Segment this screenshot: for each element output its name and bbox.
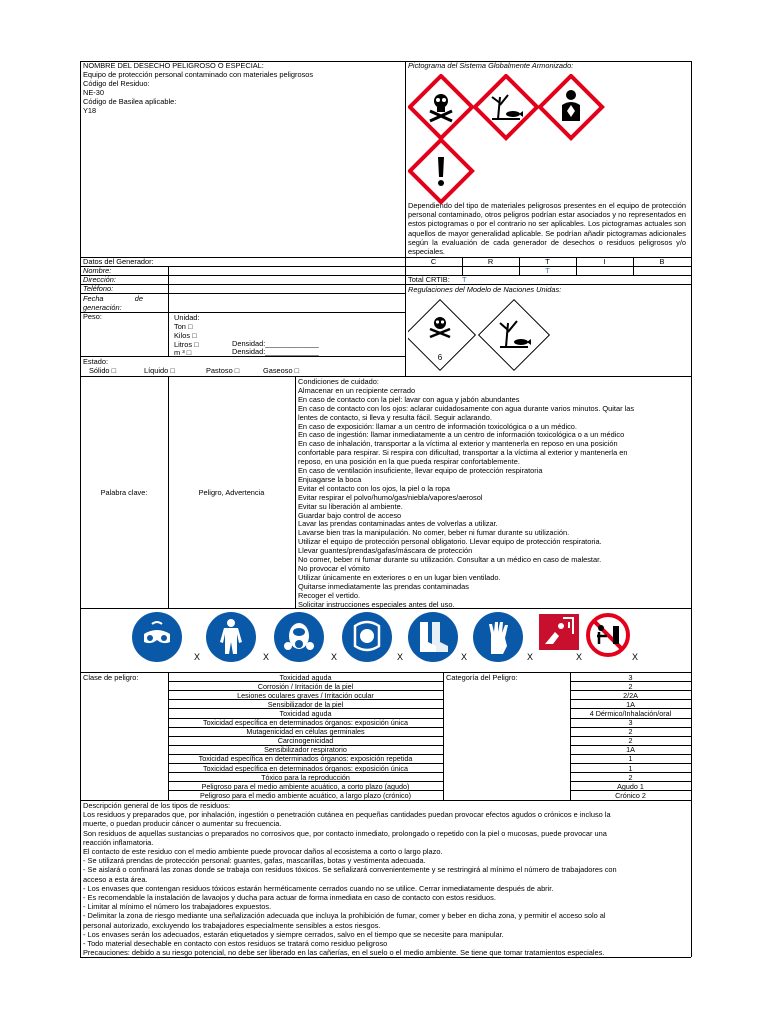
generator-address-label: Dirección: [83, 275, 116, 284]
ghs-title: Pictograma del Sistema Globalmente Armonizado: [408, 61, 574, 70]
care-item: En caso de exposición: llamar a un centro de información toxicológica o a un médico. [298, 421, 577, 431]
care-item: Guardar bajo control de acceso [298, 510, 402, 520]
state-solid: Sólido □ [89, 366, 117, 375]
health-hazard-icon [540, 76, 602, 138]
ppe-mark-8: X [632, 652, 639, 662]
generator-date-label: Fecha de generación: [83, 294, 143, 313]
basilea-code: Y18 [83, 106, 97, 115]
no-smoking-icon [585, 612, 631, 658]
state-label: Estado: [83, 357, 109, 366]
hazard-name: Toxicidad aguda [279, 672, 332, 682]
hazard-name: Toxicidad específica en determinados órganos: exposición única [203, 763, 408, 773]
ppe-mark-1: X [194, 652, 201, 662]
care-item: confortable para respirar. Si respira con dificultad, transportar a la víctima al exterior y mantenerla en [298, 448, 628, 458]
hazard-category: Crónico 2 [615, 790, 646, 800]
ppe-mark-2: X [263, 652, 270, 662]
face-shield-icon [342, 612, 392, 662]
care-item: Utilizar únicamente en exteriores o en un lugar bien ventilado. [298, 572, 501, 582]
hazard-name: Tóxico para la reproducción [261, 772, 350, 782]
weight-label: Peso: [83, 312, 102, 321]
description-line: - Los envases que contengan residuos tóxicos estarán herméticamente cerrados cuando no se utilice. Cerrar inmediatamente después de abrir. [83, 883, 554, 893]
hazard-category: 2/2A [623, 690, 638, 700]
crtib-b: B [659, 257, 665, 266]
care-item: En caso de contacto con los ojos: aclarar cuidadosamente con agua durante varios minutos. Quitar las [298, 403, 635, 413]
care-item: Lavarse bien tras la manipulación. No comer, beber ni fumar durante su utilización. [298, 528, 570, 538]
crtib-t-mark: T [545, 266, 550, 275]
care-item: No comer, beber ni fumar durante su utilización. Consultar a un médico en caso de malestar. [298, 555, 602, 564]
description-line: personal autorizado, excluyendo los trabajadores especialmente sensibles a estos riesgos. [83, 920, 381, 930]
hazard-category: Agudo 1 [617, 781, 644, 791]
hazard-name: Toxicidad aguda [279, 708, 332, 718]
un-class-number: 6 [437, 353, 443, 362]
environment-un-icon [479, 300, 550, 371]
description-line: - Se utilizará prendas de protección personal: guantes, gafas, mascarillas, botas y vestimenta adecuada. [83, 856, 426, 866]
crtib-r: R [487, 257, 494, 266]
hazard-name: Carcinogenicidad [277, 736, 334, 746]
hazard-name: Sensibilizador respiratorio [264, 745, 347, 755]
toxic-class-6-icon [408, 300, 475, 371]
ppe-mark-3: X [331, 652, 338, 662]
crtib-t: T [545, 257, 550, 266]
care-item: Quitarse inmediatamente las prendas contaminadas [298, 581, 469, 591]
density-2: Densidad:_____________ [232, 347, 319, 356]
hazard-category-label: Categoría del Peligro: [446, 673, 518, 682]
care-item: Enjuagarse la boca [298, 474, 362, 484]
state-paste: Pastoso □ [206, 366, 240, 375]
care-item: Solicitar instrucciones especiales antes del uso. [298, 599, 455, 609]
description-line: muerte, o puedan producir cáncer o aumentar su frecuencia. [83, 819, 282, 829]
hazard-name: Peligroso para el medio ambiente acuático, a largo plazo (crónico) [200, 790, 411, 800]
care-item: reposo, en una posición en la que pueda respirar confortablemente. [298, 457, 520, 467]
respirator-icon [274, 612, 324, 662]
hazard-category: 1 [628, 754, 633, 764]
description-line: Son residuos de aquellas sustancias o preparados no corrosivos que, por contacto inmediato, prolongado o repetido con la piel o mucosas, puede provocar una [83, 828, 607, 838]
care-item: Llevar guantes/prendas/gafas/máscara de protección [298, 546, 473, 556]
care-item: Evitar respirar el polvo/humo/gas/niebla/vapores/aerosol [298, 492, 483, 502]
generator-phone-label: Teléfono: [83, 284, 114, 293]
hazard-name: Peligroso para el medio ambiente acuático, a corto plazo (agudo) [201, 781, 410, 791]
care-item: Evitar su liberación al ambiente. [298, 501, 403, 511]
state-liquid: Líquido □ [144, 366, 175, 375]
care-item: Almacenar en un recipiente cerrado [298, 385, 416, 395]
care-item: Lavar las prendas contaminadas antes de volverlas a utilizar. [298, 519, 498, 529]
waste-name: Equipo de protección personal contaminado con materiales peligrosos [83, 70, 314, 79]
goggles-icon [132, 612, 182, 662]
care-item: lentes de contacto, si lleva y resulta fácil. Seguir aclarando. [298, 412, 492, 422]
description-line: Los residuos y preparados que, por inhalación, ingestión o penetración cutánea en pequeñas cantidades puedan provocar efectos agudos o crónicos e incluso la [83, 810, 611, 820]
ghs-pictograms [408, 74, 618, 204]
description-line: Precauciones: debido a su riesgo potencial, no debe ser liberado en las cañerías, en el suelo o el medio ambiente. Se tiene que tomar tratamientos especiales. [83, 948, 605, 958]
eyewash-icon [539, 614, 579, 650]
ppe-mark-4: X [397, 652, 404, 662]
crtib-total-label: Total CRTIB: [408, 275, 450, 284]
generator-name-label: Nombre: [83, 266, 112, 275]
crtib-c: C [430, 257, 437, 266]
weight-kilos: Kilos □ [174, 331, 197, 340]
un-pictograms [408, 296, 568, 374]
description-line: - Limitar al mínimo el número los trabajadores expuestos. [83, 902, 272, 912]
hazard-class-label: Clase de peligro: [83, 673, 139, 682]
hazard-name: Corrosión / Irritación de la piel [257, 681, 354, 691]
care-title: Condiciones de cuidado: [298, 377, 379, 386]
signal-word-label: Palabra clave: [100, 488, 148, 497]
ghs-note: Dependiendo del tipo de materiales peligrosos presentes en el equipo de protección personal contaminado, otros peligros podrían estar asociados y no representados en estos pictogramas o por el contrario no ser aplicables. Los pictogramas actuales son aquellos de mayor generalidad aplicable. Se podrían añadir pictogramas adicionales según la evaluación de cada generador de desechos o residuos peligrosos y/o especiales. [408, 201, 686, 257]
hazard-name: Mutagenicidad en células germinales [246, 727, 365, 737]
basilea-label: Código de Basilea aplicable: [83, 97, 177, 106]
ppe-mark-6: X [527, 652, 534, 662]
description-title: Descripción general de los tipos de residuos: [83, 801, 231, 810]
hazard-name: Sensibilizador de la piel [267, 699, 344, 709]
hazard-category: 2 [628, 736, 633, 746]
hazard-name: Toxicidad específica en determinados órganos: exposición única [203, 718, 408, 727]
boots-icon [408, 612, 458, 662]
hazard-category: 3 [628, 718, 633, 727]
description-line: - Los envases serán los adecuados, estarán etiquetados y siempre cerrados, salvo en el tiempo que se necesite para manipular. [83, 929, 504, 939]
waste-code-label: Código del Residuo: [83, 79, 150, 88]
signal-word: Peligro, Advertencia [198, 488, 265, 497]
hazard-category: 1A [626, 745, 635, 755]
density-1: Densidad:_____________ [232, 339, 319, 348]
care-item: En caso de contacto con la piel: lavar con agua y jabón abundantes [298, 394, 520, 404]
waste-name-label: NOMBRE DEL DESECHO PELIGROSO O ESPECIAL: [83, 61, 264, 70]
weight-litros: Litros □ [174, 340, 199, 349]
un-title: Regulaciones del Modelo de Naciones Unidas: [408, 285, 562, 294]
skull-crossbones-icon [410, 76, 472, 138]
environment-icon [475, 76, 537, 138]
description-line: - Se aislará o confinará las zonas donde se trabaja con residuos tóxicos. Se señalizará convenientemente y se restringirá al mínimo el número de trabajadores con [83, 865, 617, 875]
care-item: En caso de ingestión: llamar inmediatamente a un centro de información toxicológica o a un médico [298, 430, 625, 440]
protective-suit-icon [206, 612, 256, 662]
care-item: Utilizar el equipo de protección personal obligatorio. Llevar equipo de protección respiratoria. [298, 537, 602, 547]
gloves-icon [473, 612, 523, 662]
hazard-category: 2 [628, 727, 633, 737]
hazard-category: 4 Dérmico/Inhalación/oral [589, 708, 672, 718]
description-line: acceso a esta área. [83, 874, 148, 884]
crtib-i: I [603, 257, 606, 266]
ppe-mark-5: X [461, 652, 468, 662]
state-gas: Gaseoso □ [263, 366, 300, 375]
description-line: El contacto de este residuo con el medio ambiente puede provocar daños al ecosistema a corto o largo plazo. [83, 847, 443, 856]
description-line: - Todo material desechable en contacto con estos residuos se tratará como residuo peligroso [83, 939, 388, 948]
weight-unit-label: Unidad: [174, 313, 200, 322]
crtib-total-value: T [462, 275, 467, 284]
weight-m3: m ³ □ [174, 348, 192, 357]
care-item: No provocar el vómito [298, 563, 370, 573]
hazard-category: 1A [626, 699, 635, 709]
waste-code: NE-30 [83, 88, 104, 97]
generator-title: Datos del Generador: [83, 257, 154, 266]
care-item: En caso de ventilación insuficiente, llevar equipo de protección respiratoria [298, 466, 543, 475]
hazard-category: 1 [628, 763, 633, 773]
hazard-name: Toxicidad específica en determinados órganos: exposición repetida [198, 754, 413, 764]
description-line: reacción inflamatoria. [83, 837, 154, 847]
care-item: Evitar el contacto con los ojos, la piel o la ropa [298, 483, 451, 493]
description-line: - Delimitar la zona de riesgo mediante una señalización adecuada que incluya la prohibición de fumar, comer y beber en dicha zona, y permitir el acceso solo al [83, 911, 606, 921]
ppe-mark-7: X [576, 652, 583, 662]
hazard-category: 2 [628, 772, 633, 782]
hazard-name: Lesiones oculares graves / Irritación ocular [237, 690, 374, 700]
hazard-category: 2 [628, 681, 633, 691]
hazard-category: 3 [628, 672, 633, 682]
care-item: Recoger el vertido. [298, 590, 361, 600]
description-line: - Es recomendable la instalación de lavaojos y ducha para actuar de forma inmediata en caso de contacto con estos residuos. [83, 893, 496, 902]
exclamation-icon [410, 140, 472, 202]
care-item: En caso de inhalación, transportar a la víctima al exterior y mantenerla en reposo en una posición [298, 439, 618, 449]
weight-ton: Ton □ [174, 322, 193, 331]
